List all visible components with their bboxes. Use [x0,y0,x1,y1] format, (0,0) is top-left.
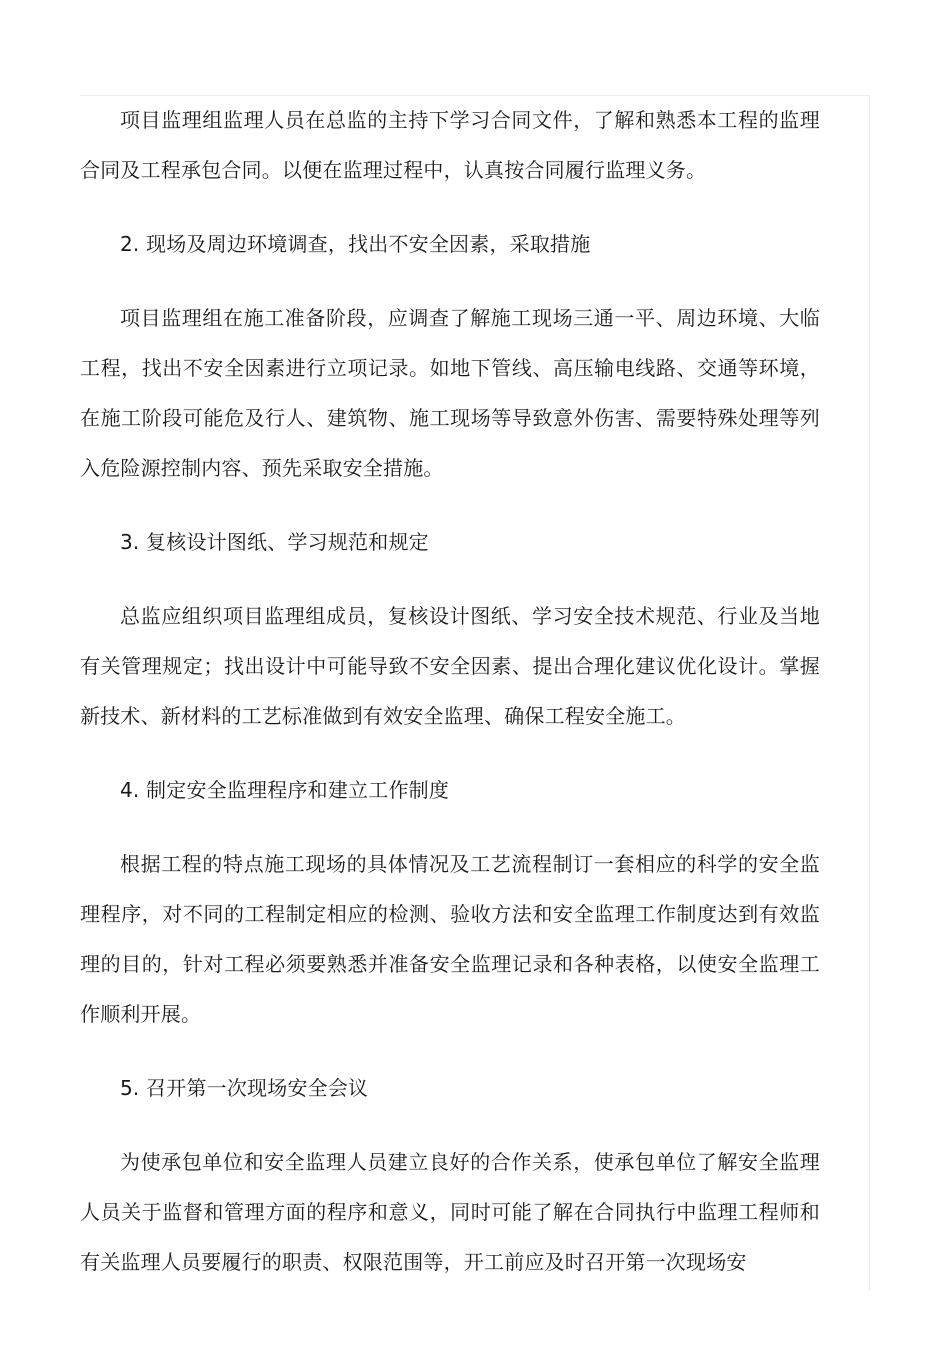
heading-supervision-procedure: 4. 制定安全监理程序和建立工作制度 [120,778,450,802]
heading-drawing-review: 3. 复核设计图纸、学习规范和规定 [120,530,429,554]
paragraph-contract-study: 项目监理组监理人员在总监的主持下学习合同文件，了解和熟悉本工程的监理合同及工程承包合同。以便在监理过程中，认真按合同履行监理义务。 [80,108,820,182]
paragraph-drawing-review: 总监应组织项目监理组成员，复核设计图纸、学习安全技术规范、行业及当地有关管理规定；找出设计中可能导致不安全因素、提出合理化建议优化设计。掌握新技术、新材料的工艺标准做到有效安全监理、确保工程安全施工。 [80,604,820,728]
paragraph-site-survey: 项目监理组在施工准备阶段，应调查了解施工现场三通一平、周边环境、大临工程，找出不安全因素进行立项记录。如地下管线、高压输电线路、交通等环境，在施工阶段可能危及行人、建筑物、施工现场等导致意外伤害、需要特殊处理等列入危险源控制内容、预先采取安全措施。 [80,306,820,480]
paragraph-supervision-procedure: 根据工程的特点施工现场的具体情况及工艺流程制订一套相应的科学的安全监理程序，对不同的工程制定相应的检测、验收方法和安全监理工作制度达到有效监理的目的，针对工程必须要熟悉并准备安全监理记录和各种表格，以使安全监理工作顺利开展。 [80,852,820,1026]
document-body [80,95,820,1287]
heading-first-safety-meeting: 5. 召开第一次现场安全会议 [120,1076,369,1100]
page-border-right [869,95,870,1290]
paragraph-first-safety-meeting: 为使承包单位和安全监理人员建立良好的合作关系，使承包单位了解安全监理人员关于监督和管理方面的程序和意义，同时可能了解在合同执行中监理工程师和有关监理人员要履行的职责、权限范围等，开工前应及时召开第一次现场安 [80,1150,820,1274]
heading-site-survey: 2. 现场及周边环境调查，找出不安全因素，采取措施 [120,232,591,256]
